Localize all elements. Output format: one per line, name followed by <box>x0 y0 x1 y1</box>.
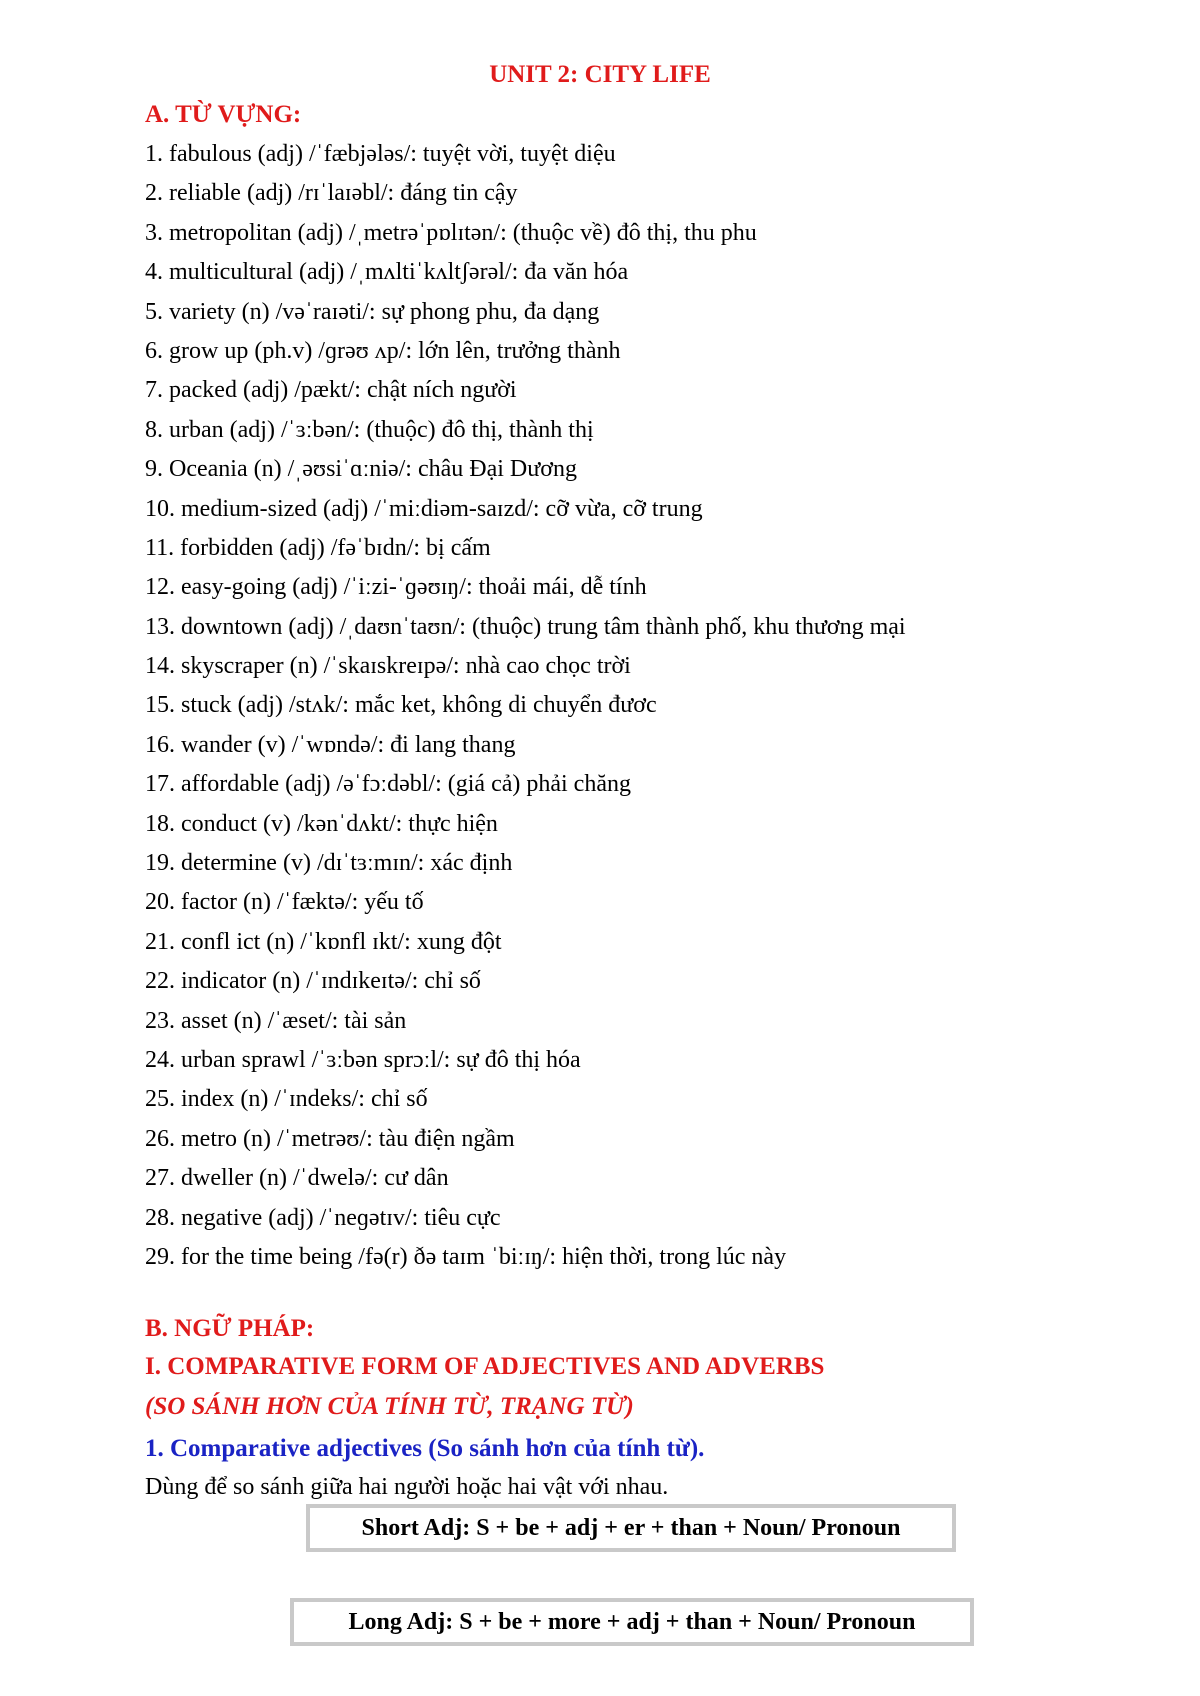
subsection-title: 1. Comparative adjectives (So sánh hơn của tính từ). <box>145 1435 705 1462</box>
list-item: 28. negative (adj) /ˈneɡətɪv/: tiêu cực <box>145 1204 501 1231</box>
list-item: 12. easy-going (adj) /ˈiːzi-ˈɡəʊɪŋ/: thoải mái, dễ tính <box>145 574 647 601</box>
list-item: 9. Oceania (n) /ˌəʊsiˈɑːniə/: châu Đại Dương <box>145 456 577 483</box>
list-item: 5. variety (n) /vəˈraɪəti/: sự phong phu, đa dạng <box>145 298 600 325</box>
short-adj-formula-box <box>306 1504 956 1552</box>
list-item: 22. indicator (n) /ˈɪndɪkeɪtə/: chỉ số <box>145 968 481 995</box>
list-item: 15. stuck (adj) /stʌk/: mắc ket, không di chuyển đươc <box>145 692 657 719</box>
short-adj-formula: Short Adj: S + be + adj + er + than + Noun/ Pronoun <box>361 1515 901 1541</box>
list-item: 1. fabulous (adj) /ˈfæbjələs/: tuyệt vời, tuyệt diệu <box>145 141 616 167</box>
list-item: 6. grow up (ph.v) /ɡrəʊ ʌp/: lớn lên, trưởng thành <box>145 337 621 364</box>
page-title: UNIT 2: CITY LIFE <box>489 61 711 88</box>
list-item: 10. medium-sized (adj) /ˈmiːdiəm-saɪzd/: cỡ vừa, cỡ trung <box>145 495 703 522</box>
list-item: 3. metropolitan (adj) /ˌmetrəˈpɒlɪtən/: (thuộc về) đô thị, thu phu <box>145 219 757 246</box>
list-item: 24. urban sprawl /ˈɜːbən sprɔːl/: sự đô thị hóa <box>145 1046 581 1073</box>
list-item: 4. multicultural (adj) /ˌmʌltiˈkʌltʃərəl/: đa văn hóa <box>145 259 629 286</box>
list-item: 16. wander (v) /ˈwɒndə/: đi lang thang <box>145 731 516 758</box>
grammar-part-title: I. COMPARATIVE FORM OF ADJECTIVES AND ADVERBS <box>145 1353 825 1380</box>
list-item: 27. dweller (n) /ˈdwelə/: cư dân <box>145 1165 449 1192</box>
vocabulary-list <box>145 135 906 1277</box>
list-item: 25. index (n) /ˈɪndeks/: chỉ số <box>145 1086 428 1113</box>
section-b-heading: B. NGỮ PHÁP: <box>145 1315 315 1342</box>
subsection-description: Dùng để so sánh giữa hai người hoặc hai vật với nhau. <box>145 1474 669 1500</box>
list-item: 17. affordable (adj) /əˈfɔːdəbl/: (giá cả) phải chăng <box>145 771 631 798</box>
list-item: 7. packed (adj) /pækt/: chật ních người <box>145 377 517 404</box>
long-adj-formula: Long Adj: S + be + more + adj + than + Noun/ Pronoun <box>348 1609 916 1635</box>
list-item: 23. asset (n) /ˈæset/: tài sản <box>145 1007 407 1034</box>
list-item: 21. confl ict (n) /ˈkɒnfl ɪkt/: xung đột <box>145 928 502 955</box>
list-item: 13. downtown (adj) /ˌdaʊnˈtaʊn/: (thuộc) trung tâm thành phố, khu thương mại <box>145 613 906 640</box>
list-item: 26. metro (n) /ˈmetrəʊ/: tàu điện ngầm <box>145 1125 515 1152</box>
list-item: 2. reliable (adj) /rɪˈlaɪəbl/: đáng tin cậy <box>145 180 518 207</box>
list-item: 29. for the time being /fə(r) ðə taɪm ˈbiːɪŋ/: hiện thời, trong lúc này <box>145 1243 787 1270</box>
list-item: 20. factor (n) /ˈfæktə/: yếu tố <box>145 889 424 916</box>
list-item: 8. urban (adj) /ˈɜːbən/: (thuộc) đô thị, thành thị <box>145 416 594 443</box>
list-item: 14. skyscraper (n) /ˈskaɪskreɪpə/: nhà cao chọc trời <box>145 653 631 680</box>
grammar-part-subtitle: (SO SÁNH HƠN CỦA TÍNH TỪ, TRẠNG TỪ) <box>145 1393 634 1420</box>
long-adj-formula-box <box>290 1598 974 1646</box>
list-item: 11. forbidden (adj) /fəˈbɪdn/: bị cấm <box>145 534 491 561</box>
list-item: 19. determine (v) /dɪˈtɜːmɪn/: xác định <box>145 850 513 877</box>
section-a-heading: A. TỪ VỰNG: <box>145 101 302 128</box>
list-item: 18. conduct (v) /kənˈdʌkt/: thực hiện <box>145 810 498 837</box>
